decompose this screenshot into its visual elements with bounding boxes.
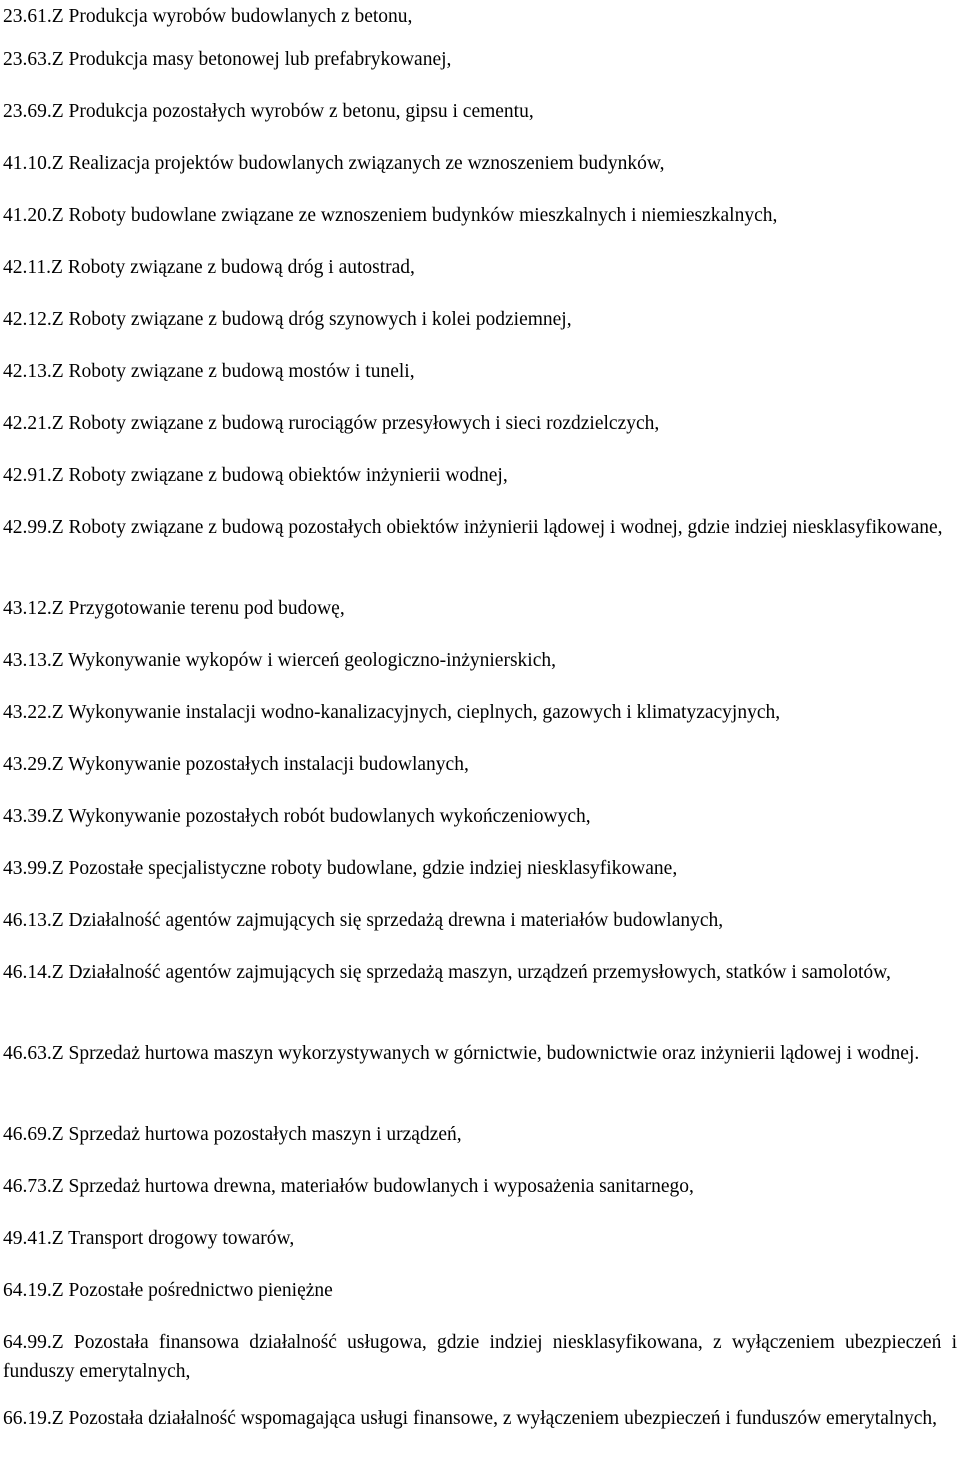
- pkd-entry-23-63: 23.63.Z Produkcja masy betonowej lub prefabrykowanej,: [3, 49, 452, 70]
- pkd-entry-43-29: 43.29.Z Wykonywanie pozostałych instalacji budowlanych,: [3, 754, 469, 775]
- pkd-entry-43-99: 43.99.Z Pozostałe specjalistyczne roboty budowlane, gdzie indziej niesklasyfikowane,: [3, 858, 678, 879]
- pkd-entry-42-21: 42.21.Z Roboty związane z budową rurociągów przesyłowych i sieci rozdzielczych,: [3, 413, 660, 434]
- pkd-entry-64-99: 64.99.Z Pozostała finansowa działalność usługowa, gdzie indziej niesklasyfikowana, z wyłączeniem ubezpieczeń i funduszy emerytalnych,: [3, 1332, 957, 1382]
- pkd-entry-43-22: 43.22.Z Wykonywanie instalacji wodno-kanalizacyjnych, cieplnych, gazowych i klimatyzacyjnych,: [3, 702, 781, 723]
- pkd-entry-23-69: 23.69.Z Produkcja pozostałych wyrobów z betonu, gipsu i cementu,: [3, 101, 534, 122]
- pkd-entry-46-14: 46.14.Z Działalność agentów zajmujących się sprzedażą maszyn, urządzeń przemysłowych, statków i samolotów,: [3, 962, 891, 983]
- pkd-entry-43-13: 43.13.Z Wykonywanie wykopów i wierceń geologiczno-inżynierskich,: [3, 650, 556, 671]
- pkd-entry-42-91: 42.91.Z Roboty związane z budową obiektów inżynierii wodnej,: [3, 465, 508, 486]
- pkd-entry-43-12: 43.12.Z Przygotowanie terenu pod budowę,: [3, 598, 345, 619]
- pkd-entry-42-13: 42.13.Z Roboty związane z budową mostów i tuneli,: [3, 361, 415, 382]
- pkd-entry-46-69: 46.69.Z Sprzedaż hurtowa pozostałych maszyn i urządzeń,: [3, 1124, 462, 1145]
- pkd-entry-46-13: 46.13.Z Działalność agentów zajmujących się sprzedażą drewna i materiałów budowlanych,: [3, 910, 724, 931]
- pkd-entry-46-73: 46.73.Z Sprzedaż hurtowa drewna, materiałów budowlanych i wyposażenia sanitarnego,: [3, 1176, 694, 1197]
- pkd-entry-46-63: 46.63.Z Sprzedaż hurtowa maszyn wykorzystywanych w górnictwie, budownictwie oraz inżynierii lądowej i wodnej.: [3, 1043, 920, 1064]
- pkd-entry-42-12: 42.12.Z Roboty związane z budową dróg szynowych i kolei podziemnej,: [3, 309, 572, 330]
- pkd-entry-42-99: 42.99.Z Roboty związane z budową pozostałych obiektów inżynierii lądowej i wodnej, gdzie indziej niesklasyfikowane,: [3, 517, 943, 538]
- pkd-entry-23-61: 23.61.Z Produkcja wyrobów budowlanych z betonu,: [3, 6, 413, 27]
- pkd-entry-41-20: 41.20.Z Roboty budowlane związane ze wznoszeniem budynków mieszkalnych i niemieszkalnych,: [3, 205, 778, 226]
- pkd-entry-41-10: 41.10.Z Realizacja projektów budowlanych związanych ze wznoszeniem budynków,: [3, 153, 665, 174]
- pkd-entry-43-39: 43.39.Z Wykonywanie pozostałych robót budowlanych wykończeniowych,: [3, 806, 591, 827]
- pkd-entry-66-19: 66.19.Z Pozostała działalność wspomagająca usługi finansowe, z wyłączeniem ubezpieczeń i funduszów emerytalnych,: [3, 1408, 938, 1429]
- pkd-entry-42-11: 42.11.Z Roboty związane z budową dróg i autostrad,: [3, 257, 415, 278]
- pkd-entry-49-41: 49.41.Z Transport drogowy towarów,: [3, 1228, 295, 1249]
- pkd-entry-64-19: 64.19.Z Pozostałe pośrednictwo pieniężne: [3, 1280, 333, 1301]
